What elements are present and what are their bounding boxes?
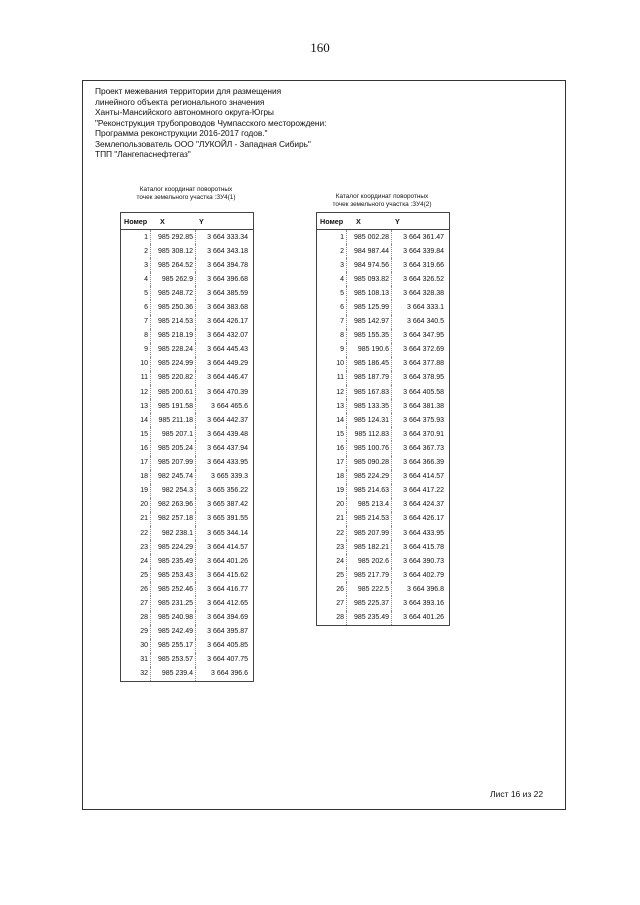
coordinate-y: 3 664 414.57 [403, 473, 444, 481]
table-body [317, 230, 449, 625]
table-row [121, 582, 253, 596]
coordinate-x: 985 205.24 [151, 441, 196, 455]
coordinate-y: 3 664 375.93 [403, 416, 444, 424]
table-row [121, 554, 253, 568]
coordinate-x: 985 220.82 [151, 371, 196, 385]
caption-line: точек земельного участка :ЗУ4(1) [136, 194, 236, 201]
coordinate-y: 3 664 395.87 [207, 628, 248, 636]
point-number: 24 [317, 554, 347, 568]
coordinate-x: 985 253.43 [151, 568, 196, 582]
coordinate-y: 3 664 465.6 [211, 402, 248, 410]
coordinate-x: 985 225.37 [347, 596, 392, 610]
point-number: 22 [121, 526, 151, 540]
coordinate-x: 985 255.17 [151, 639, 196, 653]
coordinate-y: 3 664 396.68 [207, 275, 248, 283]
table-row [121, 596, 253, 610]
coordinate-x: 985 133.35 [347, 399, 392, 413]
table-row [121, 526, 253, 540]
point-number: 1 [317, 230, 347, 244]
column-header-number: Номер [320, 216, 344, 226]
column-header-y: Y [395, 216, 400, 226]
point-number: 4 [121, 272, 151, 286]
coordinates-table [120, 212, 254, 682]
coordinate-y: 3 665 391.55 [207, 515, 248, 523]
coordinate-x: 984 974.56 [347, 258, 392, 272]
coordinate-x: 985 100.76 [347, 441, 392, 455]
table-row [121, 639, 253, 653]
coordinate-y: 3 664 326.52 [403, 275, 444, 283]
coordinate-y: 3 664 339.84 [403, 247, 444, 255]
page-number: 160 [310, 40, 330, 55]
table-row [121, 441, 253, 455]
coordinate-y: 3 664 377.88 [403, 360, 444, 368]
header-line: Землепользователь ООО "ЛУКОЙЛ - Западная Сибирь" [95, 138, 311, 149]
point-number: 13 [317, 399, 347, 413]
coordinate-y: 3 664 414.57 [207, 543, 248, 551]
point-number: 19 [121, 484, 151, 498]
coordinate-y: 3 664 383.68 [207, 304, 248, 312]
table-row [317, 596, 449, 610]
table-caption [316, 193, 448, 209]
caption-line: Каталог координат поворотных [335, 193, 429, 200]
table-caption [120, 186, 252, 202]
sheet-label: Лист 16 из 22 [490, 789, 544, 799]
table-row [121, 385, 253, 399]
point-number: 10 [317, 357, 347, 371]
coordinate-x: 985 142.97 [347, 315, 392, 329]
point-number: 16 [317, 441, 347, 455]
coordinate-y: 3 664 437.94 [207, 444, 248, 452]
point-number: 28 [317, 611, 347, 625]
coordinate-y: 3 664 415.62 [207, 571, 248, 579]
point-number: 13 [121, 399, 151, 413]
column-header-x: X [160, 216, 165, 226]
coordinate-y: 3 664 347.95 [403, 332, 444, 340]
table-row [317, 286, 449, 300]
point-number: 23 [121, 540, 151, 554]
coordinate-x: 982 257.18 [151, 512, 196, 526]
point-number: 31 [121, 653, 151, 667]
coordinate-y: 3 664 426.17 [403, 515, 444, 523]
table-row [121, 371, 253, 385]
point-number: 9 [317, 343, 347, 357]
coordinate-x: 982 238.1 [151, 526, 196, 540]
point-number: 27 [317, 596, 347, 610]
coordinate-y: 3 664 426.17 [207, 318, 248, 326]
coordinate-y: 3 664 381.38 [403, 402, 444, 410]
coordinate-y: 3 664 417.22 [403, 487, 444, 495]
coordinate-y: 3 664 405.58 [403, 388, 444, 396]
point-number: 27 [121, 596, 151, 610]
coordinate-x: 985 211.18 [151, 413, 196, 427]
coordinate-y: 3 665 339.3 [211, 473, 248, 481]
coordinate-x: 985 108.13 [347, 286, 392, 300]
table-row [317, 329, 449, 343]
point-number: 2 [121, 244, 151, 258]
coordinate-y: 3 664 343.18 [207, 247, 248, 255]
point-number: 16 [121, 441, 151, 455]
table-row [121, 568, 253, 582]
coordinate-y: 3 664 401.26 [207, 557, 248, 565]
coordinate-x: 982 245.74 [151, 470, 196, 484]
point-number: 14 [317, 413, 347, 427]
coordinate-x: 985 308.12 [151, 244, 196, 258]
coordinate-x: 985 167.83 [347, 385, 392, 399]
coordinate-x: 985 224.29 [347, 470, 392, 484]
point-number: 32 [121, 667, 151, 681]
table-row [317, 258, 449, 272]
header-line: Программа реконструкции 2016-2017 годов." [95, 128, 268, 138]
point-number: 15 [121, 427, 151, 441]
point-number: 7 [121, 315, 151, 329]
table-row [121, 272, 253, 286]
coordinate-y: 3 664 333.1 [407, 304, 444, 312]
coordinate-y: 3 664 433.95 [207, 459, 248, 467]
table-row [121, 300, 253, 314]
point-number: 4 [317, 272, 347, 286]
header-line: "Реконструкция трубопроводов Чумпасского месторождени: [95, 117, 327, 128]
column-header-y: Y [199, 216, 204, 226]
header-line: линейного объекта регионального значения [95, 96, 265, 107]
coordinate-y: 3 665 387.42 [207, 501, 248, 509]
point-number: 15 [317, 427, 347, 441]
coordinate-y: 3 664 432.07 [207, 332, 248, 340]
coordinate-y: 3 664 439.48 [207, 430, 248, 438]
table-row [121, 357, 253, 371]
point-number: 17 [317, 456, 347, 470]
coordinate-x: 985 207.1 [151, 427, 196, 441]
table-row [317, 512, 449, 526]
point-number: 6 [121, 300, 151, 314]
coordinate-y: 3 664 445.43 [207, 346, 248, 354]
table-header [317, 213, 449, 230]
table-row [317, 357, 449, 371]
coordinate-y: 3 665 344.14 [207, 529, 248, 537]
point-number: 8 [317, 329, 347, 343]
point-number: 18 [121, 470, 151, 484]
table-row [317, 611, 449, 625]
coordinate-x: 985 235.49 [347, 611, 392, 625]
point-number: 7 [317, 315, 347, 329]
coordinate-x: 985 155.35 [347, 329, 392, 343]
coordinate-x: 985 264.52 [151, 258, 196, 272]
point-number: 22 [317, 526, 347, 540]
point-number: 26 [121, 582, 151, 596]
point-number: 24 [121, 554, 151, 568]
coordinate-x: 985 002.28 [347, 230, 392, 244]
point-number: 12 [121, 385, 151, 399]
coordinate-x: 985 231.25 [151, 596, 196, 610]
coordinate-x: 984 987.44 [347, 244, 392, 258]
table-row [317, 343, 449, 357]
document-header [95, 86, 555, 160]
table-row [121, 625, 253, 639]
table-header [121, 213, 253, 230]
coordinate-y: 3 664 402.79 [403, 571, 444, 579]
point-number: 2 [317, 244, 347, 258]
coordinate-x: 985 207.99 [347, 526, 392, 540]
coordinate-y: 3 664 394.78 [207, 261, 248, 269]
point-number: 20 [317, 498, 347, 512]
coordinate-y: 3 664 446.47 [207, 374, 248, 382]
coordinate-y: 3 664 333.34 [207, 233, 248, 241]
coordinate-x: 985 214.53 [151, 315, 196, 329]
coordinate-y: 3 665 356.22 [207, 487, 248, 495]
table-row [121, 498, 253, 512]
table-row [121, 667, 253, 681]
coordinate-x: 985 182.21 [347, 540, 392, 554]
coordinate-x: 985 250.36 [151, 300, 196, 314]
coordinate-x: 985 262.9 [151, 272, 196, 286]
coordinate-y: 3 664 396.6 [211, 670, 248, 678]
point-number: 11 [317, 371, 347, 385]
coordinate-y: 3 664 393.16 [403, 599, 444, 607]
table-row [121, 653, 253, 667]
table-row [317, 540, 449, 554]
table-row [317, 526, 449, 540]
coordinate-x: 985 213.4 [347, 498, 392, 512]
point-number: 14 [121, 413, 151, 427]
point-number: 8 [121, 329, 151, 343]
coordinate-x: 985 207.99 [151, 456, 196, 470]
coordinate-y: 3 664 361.47 [403, 233, 444, 241]
table-row [121, 315, 253, 329]
point-number: 9 [121, 343, 151, 357]
caption-line: Каталог координат поворотных [139, 186, 233, 193]
coordinate-x: 985 186.45 [347, 357, 392, 371]
coordinate-x: 985 224.99 [151, 357, 196, 371]
header-line: Проект межевания территории для размещения [95, 86, 282, 96]
coordinate-y: 3 664 412.65 [207, 599, 248, 607]
coordinate-y: 3 664 407.75 [207, 656, 248, 664]
point-number: 20 [121, 498, 151, 512]
coordinate-y: 3 664 424.37 [403, 501, 444, 509]
coordinate-y: 3 664 367.73 [403, 444, 444, 452]
point-number: 29 [121, 625, 151, 639]
coordinate-x: 985 218.19 [151, 329, 196, 343]
table-body [121, 230, 253, 681]
coordinate-x: 985 202.6 [347, 554, 392, 568]
table-row [317, 244, 449, 258]
coordinate-y: 3 664 416.77 [207, 585, 248, 593]
table-row [121, 258, 253, 272]
coordinate-y: 3 664 401.26 [403, 614, 444, 622]
table-row [121, 286, 253, 300]
table-row [121, 244, 253, 258]
table-row [121, 230, 253, 244]
coordinate-x: 985 190.6 [347, 343, 392, 357]
point-number: 21 [317, 512, 347, 526]
point-number: 17 [121, 456, 151, 470]
caption-line: точек земельного участка :ЗУ4(2) [332, 201, 432, 208]
table-row [317, 385, 449, 399]
column-header-number: Номер [124, 216, 148, 226]
coordinate-x: 985 112.83 [347, 427, 392, 441]
table-row [121, 427, 253, 441]
coordinate-x: 985 214.63 [347, 484, 392, 498]
coordinate-y: 3 664 470.39 [207, 388, 248, 396]
coordinate-x: 985 228.24 [151, 343, 196, 357]
coordinate-x: 985 240.98 [151, 611, 196, 625]
coordinate-x: 985 187.79 [347, 371, 392, 385]
point-number: 3 [317, 258, 347, 272]
table-row [121, 540, 253, 554]
table-row [317, 399, 449, 413]
header-line: ТПП "Лангепаснефтегаз" [95, 149, 191, 159]
coordinate-x: 985 239.4 [151, 667, 196, 681]
coordinate-y: 3 664 394.69 [207, 614, 248, 622]
point-number: 18 [317, 470, 347, 484]
coordinate-x: 985 200.61 [151, 385, 196, 399]
coordinate-x: 982 254.3 [151, 484, 196, 498]
point-number: 10 [121, 357, 151, 371]
coordinate-y: 3 664 378.95 [403, 374, 444, 382]
point-number: 25 [121, 568, 151, 582]
coordinate-x: 985 222.5 [347, 582, 392, 596]
table-row [121, 329, 253, 343]
coordinate-y: 3 664 319.66 [403, 261, 444, 269]
table-row [317, 230, 449, 244]
table-row [317, 441, 449, 455]
coordinate-x: 985 242.49 [151, 625, 196, 639]
table-row [317, 413, 449, 427]
coordinate-y: 3 664 442.37 [207, 416, 248, 424]
point-number: 12 [317, 385, 347, 399]
table-row [121, 456, 253, 470]
table-row [317, 554, 449, 568]
table-row [121, 512, 253, 526]
point-number: 30 [121, 639, 151, 653]
coordinate-y: 3 664 396.8 [407, 585, 444, 593]
coordinate-x: 985 124.31 [347, 413, 392, 427]
coordinate-x: 985 224.29 [151, 540, 196, 554]
table-row [317, 582, 449, 596]
coordinate-y: 3 664 405.85 [207, 642, 248, 650]
table-row [317, 300, 449, 314]
table-row [317, 498, 449, 512]
point-number: 1 [121, 230, 151, 244]
coordinate-x: 985 090.28 [347, 456, 392, 470]
point-number: 28 [121, 611, 151, 625]
point-number: 25 [317, 568, 347, 582]
table-row [317, 272, 449, 286]
coordinate-y: 3 664 366.39 [403, 459, 444, 467]
coordinate-y: 3 664 385.59 [207, 289, 248, 297]
point-number: 3 [121, 258, 151, 272]
table-row [317, 456, 449, 470]
table-row [317, 371, 449, 385]
coordinate-y: 3 664 433.95 [403, 529, 444, 537]
column-header-x: X [356, 216, 361, 226]
coordinate-x: 985 248.72 [151, 286, 196, 300]
coordinate-x: 985 253.57 [151, 653, 196, 667]
point-number: 5 [121, 286, 151, 300]
point-number: 5 [317, 286, 347, 300]
coordinate-x: 985 235.49 [151, 554, 196, 568]
table-row [317, 470, 449, 484]
table-row [121, 413, 253, 427]
coordinate-y: 3 664 370.91 [403, 430, 444, 438]
point-number: 19 [317, 484, 347, 498]
point-number: 23 [317, 540, 347, 554]
coordinate-y: 3 664 340.5 [407, 318, 444, 326]
coordinate-x: 985 252.46 [151, 582, 196, 596]
coordinate-x: 985 214.53 [347, 512, 392, 526]
coordinate-x: 985 125.99 [347, 300, 392, 314]
table-row [121, 611, 253, 625]
table-row [317, 427, 449, 441]
coordinate-x: 985 093.82 [347, 272, 392, 286]
table-row [121, 343, 253, 357]
coordinate-y: 3 664 449.29 [207, 360, 248, 368]
point-number: 6 [317, 300, 347, 314]
table-row [121, 484, 253, 498]
table-row [317, 568, 449, 582]
table-row [121, 399, 253, 413]
point-number: 21 [121, 512, 151, 526]
coordinate-y: 3 664 390.73 [403, 557, 444, 565]
point-number: 26 [317, 582, 347, 596]
coordinate-x: 985 217.79 [347, 568, 392, 582]
coordinates-table [316, 212, 450, 626]
coordinate-y: 3 664 415.78 [403, 543, 444, 551]
coordinate-y: 3 664 328.38 [403, 289, 444, 297]
point-number: 11 [121, 371, 151, 385]
coordinate-x: 982 263.96 [151, 498, 196, 512]
coordinate-x: 985 292.85 [151, 230, 196, 244]
header-line: Ханты-Мансийского автономного округа-Югры [95, 107, 274, 117]
coordinate-x: 985 191.58 [151, 399, 196, 413]
table-row [317, 315, 449, 329]
coordinate-y: 3 664 372.69 [403, 346, 444, 354]
table-row [121, 470, 253, 484]
table-row [317, 484, 449, 498]
